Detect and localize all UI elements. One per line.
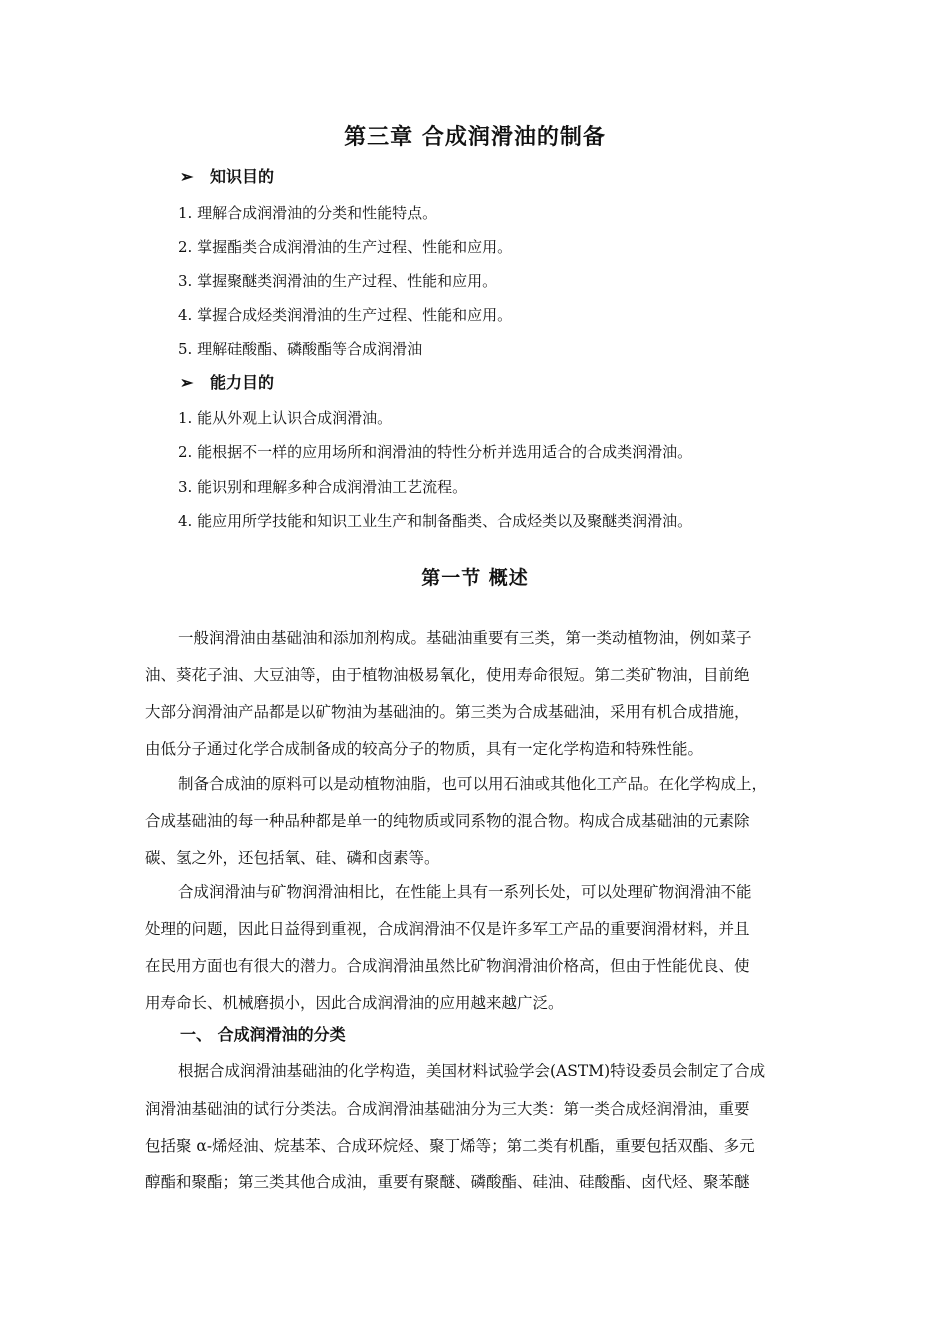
knowledge-goals-heading-text: 知识目的	[210, 167, 275, 186]
ability-goal-item: 1. 能从外观上认识合成润滑油。	[178, 409, 393, 427]
paragraph-line: 油、葵花子油、大豆油等，由于植物油极易氧化，使用寿命很短。第二类矿物油，目前绝	[145, 666, 750, 684]
paragraph-line: 大部分润滑油产品都是以矿物油为基础油的。第三类为合成基础油，采用有机合成措施，	[145, 703, 750, 721]
chapter-title: 第三章 合成润滑油的制备	[344, 124, 606, 150]
arrow-bullet-icon: ➢	[180, 167, 194, 186]
paragraph-line: 制备合成油的原料可以是动植物油脂，也可以用石油或其他化工产品。在化学构成上，	[178, 775, 768, 793]
paragraph-line: 处理的问题，因此日益得到重视，合成润滑油不仅是许多军工产品的重要润滑材料，并且	[145, 920, 750, 938]
paragraph-line: 碳、氢之外，还包括氧、硅、磷和卤素等。	[145, 849, 440, 867]
ability-goal-item: 4. 能应用所学技能和知识工业生产和制备酯类、合成烃类以及聚醚类润滑油。	[178, 512, 693, 530]
paragraph-line: 润滑油基础油的试行分类法。合成润滑油基础油分为三大类：第一类合成烃润滑油，重要	[145, 1100, 750, 1118]
knowledge-goal-item: 2. 掌握酯类合成润滑油的生产过程、性能和应用。	[178, 238, 513, 256]
knowledge-goal-item: 1. 理解合成润滑油的分类和性能特点。	[178, 204, 438, 222]
knowledge-goal-item: 4. 掌握合成烃类润滑油的生产过程、性能和应用。	[178, 306, 513, 324]
knowledge-goal-item: 5. 理解硅酸酯、磷酸酯等合成润滑油	[178, 340, 423, 358]
paragraph-line: 用寿命长、机械磨损小，因此合成润滑油的应用越来越广泛。	[145, 994, 564, 1012]
ability-goal-item: 3. 能识别和理解多种合成润滑油工艺流程。	[178, 478, 468, 496]
ability-goal-item: 2. 能根据不一样的应用场所和润滑油的特性分析并选用适合的合成类润滑油。	[178, 443, 693, 461]
paragraph-line: 合成润滑油与矿物润滑油相比，在性能上具有一系列长处，可以处理矿物润滑油不能	[178, 883, 752, 901]
paragraph-line: 一般润滑油由基础油和添加剂构成。基础油重要有三类，第一类动植物油，例如菜子	[178, 629, 752, 647]
paragraph-line: 由低分子通过化学合成制备成的较高分子的物质，具有一定化学构造和特殊性能。	[145, 740, 704, 758]
arrow-bullet-icon: ➢	[180, 373, 194, 392]
knowledge-goal-item: 3. 掌握聚醚类润滑油的生产过程、性能和应用。	[178, 272, 498, 290]
paragraph-line: 在民用方面也有很大的潜力。合成润滑油虽然比矿物润滑油价格高，但由于性能优良、使	[145, 957, 750, 975]
subsection-heading: 一、 合成润滑油的分类	[180, 1025, 346, 1044]
ability-goals-heading	[180, 370, 274, 393]
paragraph-line: 合成基础油的每一种品种都是单一的纯物质或同系物的混合物。构成合成基础油的元素除	[145, 812, 750, 830]
paragraph-line: 包括聚 α-烯烃油、烷基苯、合成环烷烃、聚丁烯等；第二类有机酯，重要包括双酯、多元	[145, 1137, 755, 1155]
ability-goals-heading-text: 能力目的	[210, 373, 275, 392]
paragraph-line: 醇酯和聚酯；第三类其他合成油，重要有聚醚、磷酸酯、硅油、硅酸酯、卤代烃、聚苯醚	[145, 1173, 750, 1191]
section-title: 第一节 概述	[421, 567, 529, 589]
paragraph-line: 根据合成润滑油基础油的化学构造，美国材料试验学会(ASTM)特设委员会制定了合成	[178, 1062, 766, 1080]
knowledge-goals-heading	[180, 164, 274, 187]
